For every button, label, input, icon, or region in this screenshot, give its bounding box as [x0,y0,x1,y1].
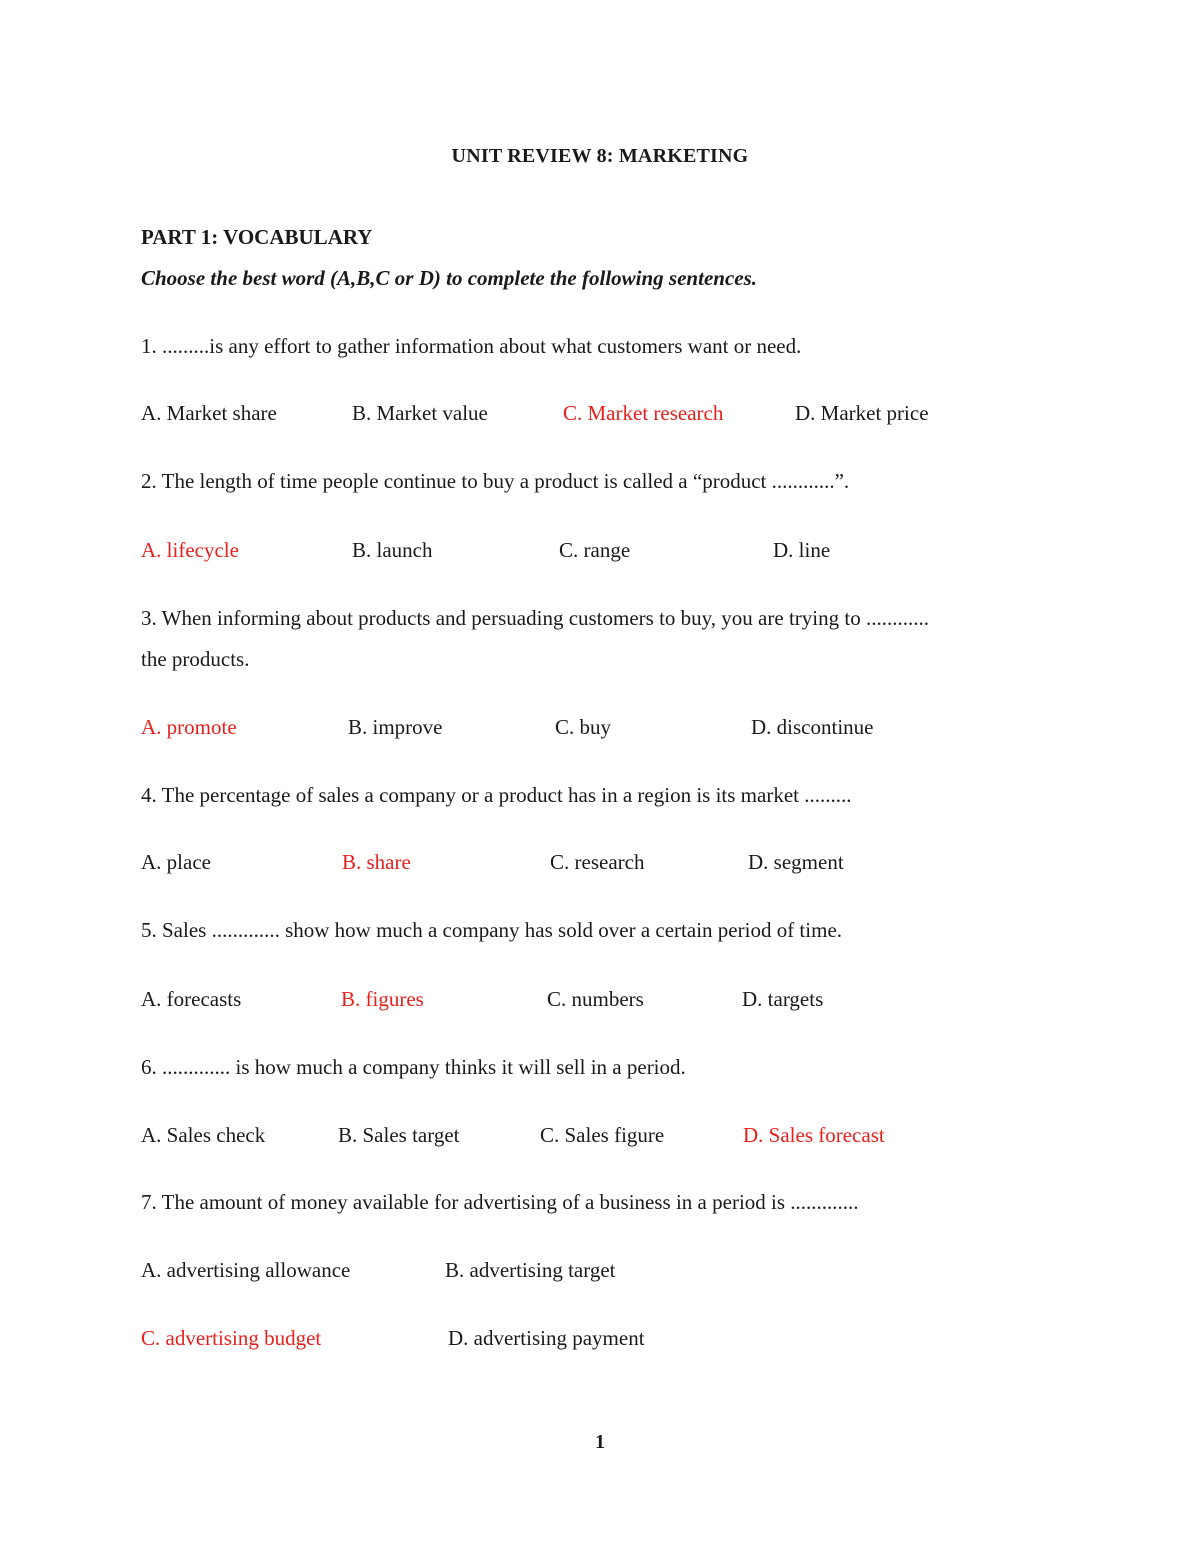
q5-option-c: C. numbers [547,987,644,1011]
question-2-stem: 2. The length of time people continue to buy a product is called a “product ............”. [141,469,850,493]
instruction-text: Choose the best word (A,B,C or D) to complete the following sentences. [141,266,758,290]
q1-option-c-correct: C. Market research [563,401,724,425]
page-number: 1 [595,1431,605,1453]
question-7-stem: 7. The amount of money available for advertising of a business in a period is ............. [141,1190,859,1214]
q4-option-c: C. research [550,850,645,874]
document-title: UNIT REVIEW 8: MARKETING [451,145,749,167]
q2-option-c: C. range [559,538,631,562]
question-6-stem: 6. ............. is how much a company thinks it will sell in a period. [141,1055,686,1079]
q6-option-c: C. Sales figure [540,1123,665,1147]
q2-option-a-correct: A. lifecycle [141,538,239,562]
q4-option-b-correct: B. share [342,850,411,874]
q3-option-d: D. discontinue [751,715,874,739]
q7-option-c-correct: C. advertising budget [141,1326,322,1350]
question-5-stem: 5. Sales ............. show how much a company has sold over a certain period of time. [141,918,843,942]
q7-option-d: D. advertising payment [448,1326,645,1350]
q1-option-d: D. Market price [795,401,929,425]
q6-option-d-correct: D. Sales forecast [743,1123,885,1147]
q4-option-a: A. place [141,850,211,874]
question-3-stem-line2: the products. [141,647,250,671]
q5-option-d: D. targets [742,987,824,1011]
q6-option-b: B. Sales target [338,1123,460,1147]
q6-option-a: A. Sales check [141,1123,266,1147]
q7-option-a: A. advertising allowance [141,1258,351,1282]
q2-option-d: D. line [773,538,831,562]
question-4-stem: 4. The percentage of sales a company or a product has in a region is its market ......... [141,783,852,807]
q3-option-c: C. buy [555,715,612,739]
q7-option-b: B. advertising target [445,1258,616,1282]
q2-option-b: B. launch [352,538,433,562]
q5-option-b-correct: B. figures [341,987,424,1011]
q1-option-b: B. Market value [352,401,488,425]
q3-option-a-correct: A. promote [141,715,237,739]
q5-option-a: A. forecasts [141,987,242,1011]
q3-option-b: B. improve [348,715,443,739]
part-heading: PART 1: VOCABULARY [141,225,373,249]
q4-option-d: D. segment [748,850,844,874]
q1-option-a: A. Market share [141,401,277,425]
question-3-stem-line1: 3. When informing about products and persuading customers to buy, you are trying to ............ [141,606,929,630]
question-1-stem: 1. .........is any effort to gather information about what customers want or need. [141,334,802,358]
